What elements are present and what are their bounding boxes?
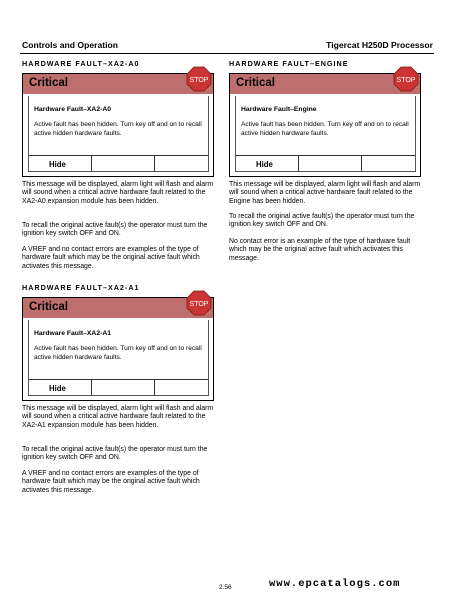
description-paragraph: This message will be displayed, alarm light will flash and alarm will sound when a critical active hardware fault related to the XA2-A1 expansion module has been hidden. xyxy=(22,405,214,429)
recall-paragraph: To recall the original active fault(s) the operator must turn the ignition key switch OFF and ON. xyxy=(22,222,208,238)
fault-screen xyxy=(22,73,214,177)
fault-message: Active fault has been hidden. Turn key off and on to recall active hidden hardware faults. xyxy=(241,121,409,137)
stop-label: STOP xyxy=(396,77,416,84)
recall-paragraph: To recall the original active fault(s) the operator must turn the ignition key switch OFF and ON. xyxy=(22,446,208,462)
stop-sign-icon xyxy=(186,290,212,316)
fault-screen xyxy=(229,73,421,177)
fault-name: Hardware Fault–Engine xyxy=(241,106,317,113)
message-pane xyxy=(28,96,209,172)
softkey-divider xyxy=(236,155,415,156)
hide-button[interactable]: Hide xyxy=(49,384,66,393)
document-title: Tigercat H250D Processor xyxy=(326,40,433,50)
softkey-separator xyxy=(91,156,92,171)
fault-name: Hardware Fault–XA2-A1 xyxy=(34,330,112,337)
softkey-separator xyxy=(154,156,155,171)
message-pane xyxy=(28,320,209,396)
fault-message: Active fault has been hidden. Turn key off and on to recall active hidden hardware faults. xyxy=(34,121,202,137)
example-paragraph: A VREF and no contact errors are examples of the type of hardware fault which may be the original active fault which activates this message. xyxy=(22,470,200,494)
critical-title: Critical xyxy=(236,77,275,89)
section-title: HARDWARE FAULT–XA2-A0 xyxy=(22,59,140,68)
section-title: HARDWARE FAULT–XA2-A1 xyxy=(22,283,140,292)
hide-button[interactable]: Hide xyxy=(49,160,66,169)
critical-title: Critical xyxy=(29,301,68,313)
softkey-separator xyxy=(298,156,299,171)
description-paragraph: This message will be displayed, alarm light will flash and alarm will sound when a critical active hardware fault related to the Engine has been hidden. xyxy=(229,181,421,205)
header-rule xyxy=(20,53,434,54)
example-paragraph: No contact error is an example of the type of hardware fault which may be the original active fault which activates this message. xyxy=(229,238,411,262)
watermark: www.epcatalogs.com xyxy=(269,578,401,590)
softkey-separator xyxy=(361,156,362,171)
description-paragraph: This message will be displayed, alarm light will flash and alarm will sound when a critical active hardware fault related to the XA2-A0 expansion module has been hidden. xyxy=(22,181,214,205)
softkey-divider xyxy=(29,379,208,380)
critical-bar xyxy=(23,298,213,318)
fault-screen xyxy=(22,297,214,401)
critical-bar xyxy=(23,74,213,94)
softkey-separator xyxy=(91,380,92,395)
message-pane xyxy=(235,96,416,172)
fault-message: Active fault has been hidden. Turn key off and on to recall active hidden hardware faults. xyxy=(34,345,202,361)
critical-bar xyxy=(230,74,420,94)
section-title: HARDWARE FAULT–ENGINE xyxy=(229,59,349,68)
example-paragraph: A VREF and no contact errors are examples of the type of hardware fault which may be the original active fault which activates this message. xyxy=(22,246,200,270)
stop-label: STOP xyxy=(189,301,209,308)
softkey-divider xyxy=(29,155,208,156)
softkey-separator xyxy=(154,380,155,395)
recall-paragraph: To recall the original active fault(s) the operator must turn the ignition key switch OFF and ON. xyxy=(229,213,415,229)
stop-label: STOP xyxy=(189,77,209,84)
section-heading: Controls and Operation xyxy=(22,40,118,50)
stop-sign-icon xyxy=(393,66,419,92)
hide-button[interactable]: Hide xyxy=(256,160,273,169)
fault-name: Hardware Fault–XA2-A0 xyxy=(34,106,112,113)
critical-title: Critical xyxy=(29,77,68,89)
page-number: 2.56 xyxy=(219,584,232,591)
stop-sign-icon xyxy=(186,66,212,92)
